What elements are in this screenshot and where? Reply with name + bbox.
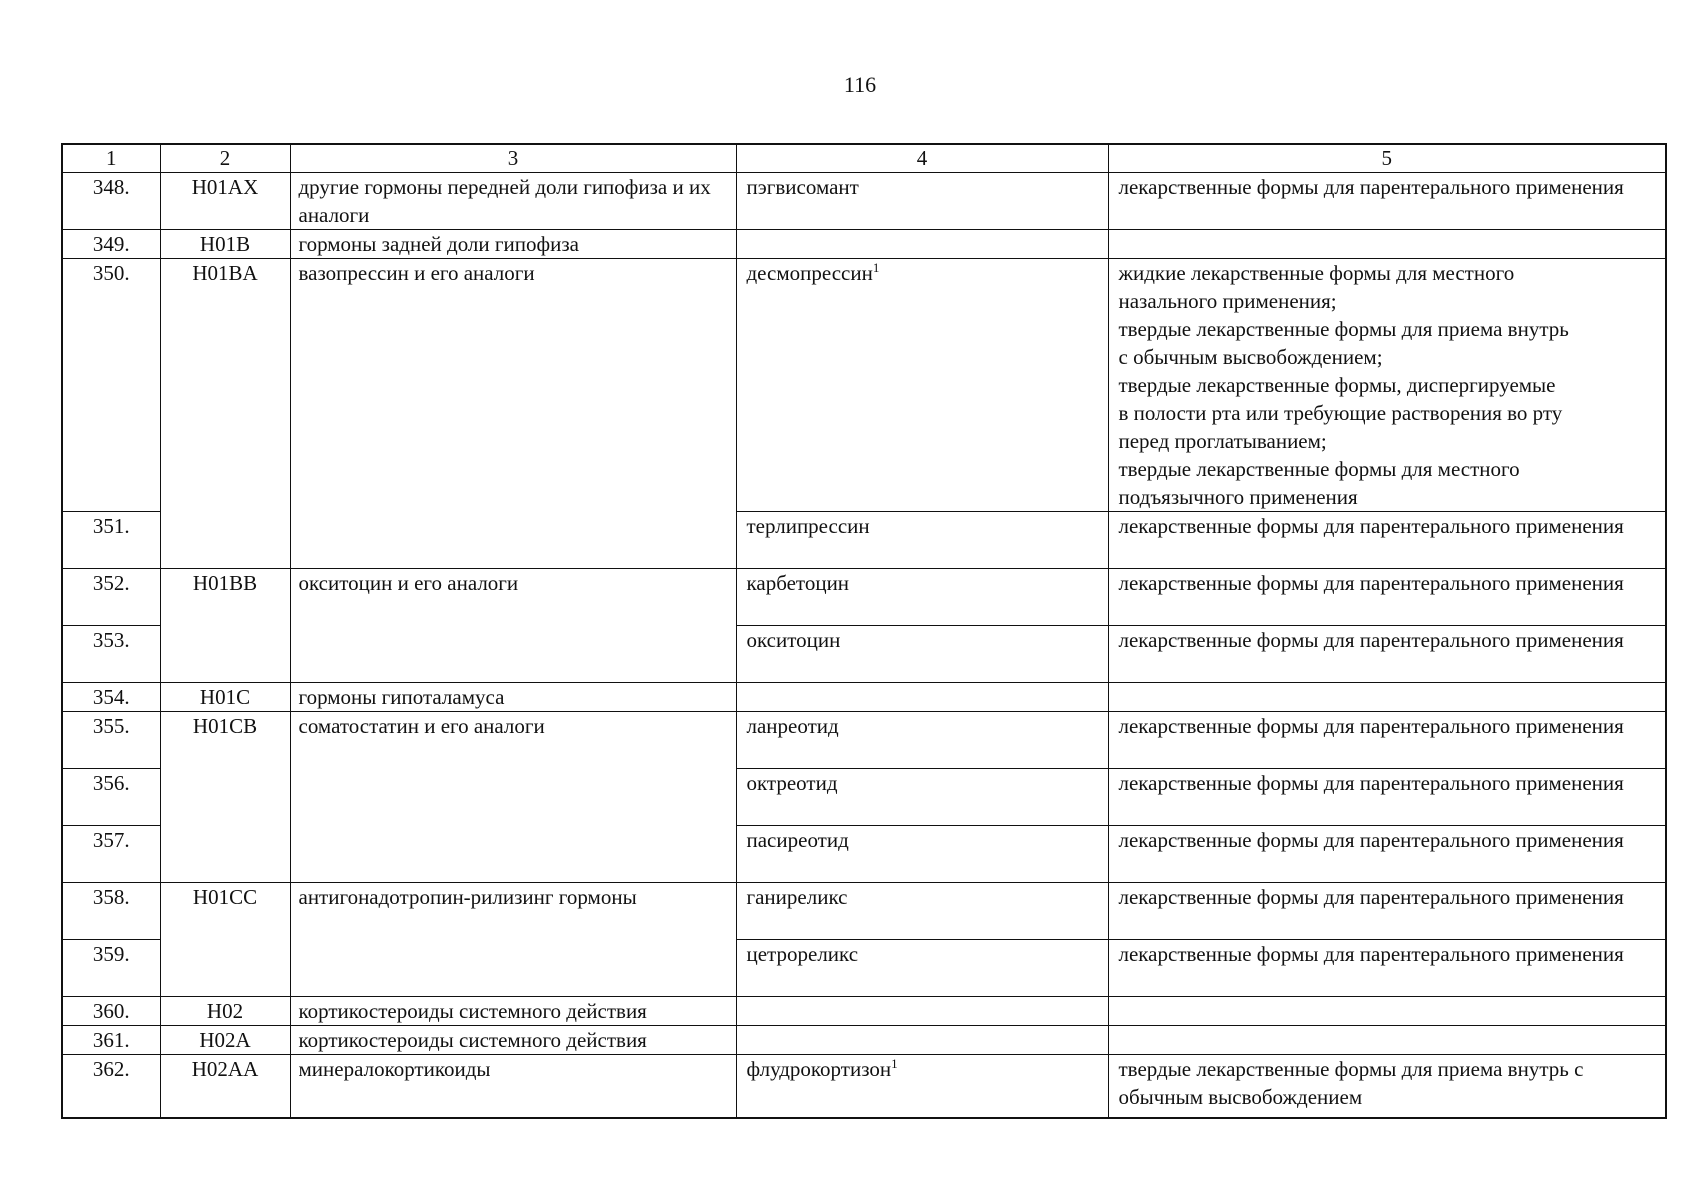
dosage-form: лекарственные формы для парентерального применения: [1108, 826, 1666, 883]
header-col-3: 3: [290, 144, 736, 173]
drug-name: [736, 1055, 1108, 1118]
medicines-table: [61, 143, 1667, 1119]
atc-group: антигонадотропин-рилизинг гормоны: [290, 883, 736, 997]
dosage-form: [1108, 683, 1666, 712]
drug-name: октреотид: [736, 769, 1108, 826]
table-row: [62, 1055, 1666, 1118]
drug-name: окситоцин: [736, 626, 1108, 683]
drug-name-text: десмопрессин: [746, 261, 873, 285]
dosage-form: твердые лекарственные формы для приема внутрь с обычным высвобождением: [1108, 1055, 1666, 1118]
atc-group: другие гормоны передней доли гипофиза и их аналоги: [290, 173, 736, 230]
drug-name: пэгвисомант: [736, 173, 1108, 230]
table-row: [62, 883, 1666, 940]
drug-name: [736, 997, 1108, 1026]
row-number: 356.: [62, 769, 160, 826]
row-number: 351.: [62, 512, 160, 569]
drug-name: пасиреотид: [736, 826, 1108, 883]
row-number: 355.: [62, 712, 160, 769]
drug-name: [736, 1026, 1108, 1055]
dosage-form-line: перед проглатыванием;: [1118, 429, 1327, 453]
row-number: 360.: [62, 997, 160, 1026]
table-row: [62, 569, 1666, 626]
dosage-form: лекарственные формы для парентерального применения: [1108, 712, 1666, 769]
atc-code: H02: [160, 997, 290, 1026]
dosage-form-line: подъязычного применения: [1118, 485, 1358, 509]
table-row: [62, 259, 1666, 512]
atc-group: окситоцин и его аналоги: [290, 569, 736, 683]
drug-name: [736, 683, 1108, 712]
atc-group: гормоны гипоталамуса: [290, 683, 736, 712]
dosage-form-line: твердые лекарственные формы для местного: [1118, 457, 1520, 481]
footnote-mark: 1: [872, 260, 880, 275]
atc-code: H01AX: [160, 173, 290, 230]
dosage-form-line: назального применения;: [1118, 289, 1337, 313]
row-number: 359.: [62, 940, 160, 997]
dosage-form: [1108, 259, 1666, 512]
drug-name: ланреотид: [736, 712, 1108, 769]
table-row: [62, 230, 1666, 259]
atc-group: минералокортикоиды: [290, 1055, 736, 1118]
page-number: 116: [843, 72, 877, 97]
drug-name: карбетоцин: [736, 569, 1108, 626]
atc-code: H01BB: [160, 569, 290, 683]
atc-group: гормоны задней доли гипофиза: [290, 230, 736, 259]
row-number: 348.: [62, 173, 160, 230]
dosage-form: лекарственные формы для парентерального применения: [1108, 769, 1666, 826]
dosage-form-line: с обычным высвобождением;: [1118, 345, 1383, 369]
atc-code: H01C: [160, 683, 290, 712]
dosage-form: [1108, 1026, 1666, 1055]
atc-group: кортикостероиды системного действия: [290, 997, 736, 1026]
atc-code: H01CB: [160, 712, 290, 883]
drug-name: [736, 230, 1108, 259]
row-number: 350.: [62, 259, 160, 512]
atc-group: соматостатин и его аналоги: [290, 712, 736, 883]
header-col-4: 4: [736, 144, 1108, 173]
table-row: [62, 683, 1666, 712]
atc-code: H01B: [160, 230, 290, 259]
table-header-row: [62, 144, 1666, 173]
atc-code: H02A: [160, 1026, 290, 1055]
row-number: 353.: [62, 626, 160, 683]
dosage-form: лекарственные формы для парентерального применения: [1108, 512, 1666, 569]
atc-code: H02AA: [160, 1055, 290, 1118]
drug-name: ганиреликс: [736, 883, 1108, 940]
row-number: 357.: [62, 826, 160, 883]
header-col-1: 1: [62, 144, 160, 173]
row-number: 352.: [62, 569, 160, 626]
row-number: 349.: [62, 230, 160, 259]
atc-group: кортикостероиды системного действия: [290, 1026, 736, 1055]
table-row: [62, 173, 1666, 230]
atc-code: H01CC: [160, 883, 290, 997]
row-number: 354.: [62, 683, 160, 712]
row-number: 362.: [62, 1055, 160, 1118]
drug-name: терлипрессин: [736, 512, 1108, 569]
atc-code: H01BA: [160, 259, 290, 569]
dosage-form: лекарственные формы для парентерального применения: [1108, 173, 1666, 230]
dosage-form-line: жидкие лекарственные формы для местного: [1118, 261, 1515, 285]
dosage-form: [1108, 997, 1666, 1026]
row-number: 361.: [62, 1026, 160, 1055]
header-col-5: 5: [1108, 144, 1666, 173]
dosage-form-line: в полости рта или требующие растворения во рту: [1118, 401, 1563, 425]
table-row: [62, 997, 1666, 1026]
dosage-form: [1108, 230, 1666, 259]
table-row: [62, 1026, 1666, 1055]
drug-name-text: флудрокортизон: [746, 1057, 892, 1081]
drug-name: цетрореликс: [736, 940, 1108, 997]
dosage-form: лекарственные формы для парентерального применения: [1108, 626, 1666, 683]
dosage-form: лекарственные формы для парентерального применения: [1108, 940, 1666, 997]
drug-name: [736, 259, 1108, 512]
dosage-form: лекарственные формы для парентерального применения: [1108, 883, 1666, 940]
table-row: [62, 712, 1666, 769]
dosage-form: лекарственные формы для парентерального применения: [1108, 569, 1666, 626]
dosage-form-line: твердые лекарственные формы, диспергируемые: [1118, 373, 1556, 397]
row-number: 358.: [62, 883, 160, 940]
atc-group: вазопрессин и его аналоги: [290, 259, 736, 569]
dosage-form-line: твердые лекарственные формы для приема внутрь: [1118, 317, 1569, 341]
footnote-mark: 1: [891, 1056, 898, 1071]
header-col-2: 2: [160, 144, 290, 173]
